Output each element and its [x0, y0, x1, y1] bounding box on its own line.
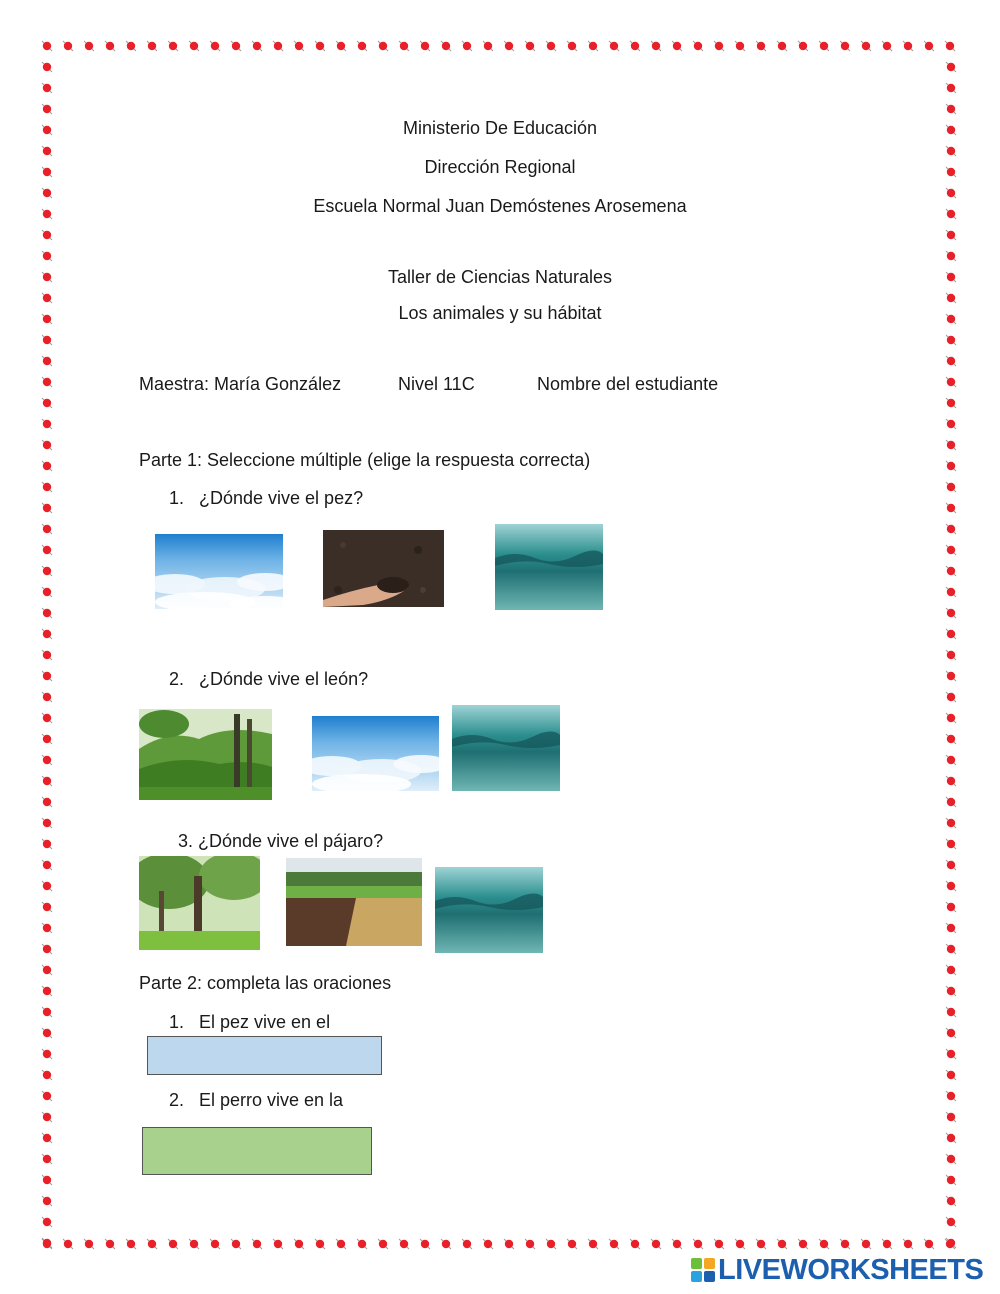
- workshop-title: Taller de Ciencias Naturales: [387, 267, 613, 287]
- option-soil-image[interactable]: [323, 530, 444, 607]
- option-underwater-image[interactable]: [435, 867, 543, 953]
- liveworksheets-logo[interactable]: [690, 1253, 983, 1287]
- option-underwater-image[interactable]: [452, 705, 560, 791]
- sentence-text: El perro vive en la: [199, 1090, 344, 1110]
- option-forest-image[interactable]: [139, 856, 260, 950]
- question-number: 1.: [169, 488, 185, 508]
- part2-title: Parte 2: completa las oraciones: [139, 973, 392, 993]
- sentence-text: El pez vive en el: [199, 1012, 331, 1032]
- question-number: 2.: [169, 669, 185, 689]
- level-label: Nivel 11C: [398, 374, 475, 394]
- question-text: ¿Dónde vive el pez?: [199, 488, 364, 508]
- student-name-label: Nombre del estudiante: [537, 374, 719, 394]
- option-clouds-image[interactable]: [312, 716, 439, 791]
- answer-box-1[interactable]: [147, 1036, 382, 1075]
- question-text: ¿Dónde vive el león?: [199, 669, 369, 689]
- liveworksheets-logo-icon: [690, 1256, 718, 1284]
- part1-title: Parte 1: Seleccione múltiple (elige la respuesta correcta): [139, 450, 591, 470]
- teacher-label: Maestra: María González: [139, 374, 342, 394]
- direction-heading: Dirección Regional: [424, 157, 576, 177]
- option-farm-image[interactable]: [286, 858, 422, 946]
- liveworksheets-logo-text: LIVEWORKSHEETS: [718, 1253, 984, 1286]
- option-jungle-image[interactable]: [139, 709, 272, 800]
- question-text-content: ¿Dónde vive el pájaro?: [198, 831, 384, 851]
- option-clouds-image[interactable]: [155, 534, 283, 609]
- question-text: [178, 832, 383, 850]
- ministry-heading: Ministerio De Educación: [402, 118, 598, 138]
- question-number: 3.: [178, 831, 194, 851]
- option-underwater-image[interactable]: [495, 524, 603, 610]
- school-heading: Escuela Normal Juan Demóstenes Arosemena: [313, 196, 687, 216]
- answer-box-2[interactable]: [142, 1127, 372, 1175]
- workshop-subtitle: Los animales y su hábitat: [398, 303, 602, 323]
- sentence-number: 2.: [169, 1090, 185, 1110]
- sentence-number: 1.: [169, 1012, 185, 1032]
